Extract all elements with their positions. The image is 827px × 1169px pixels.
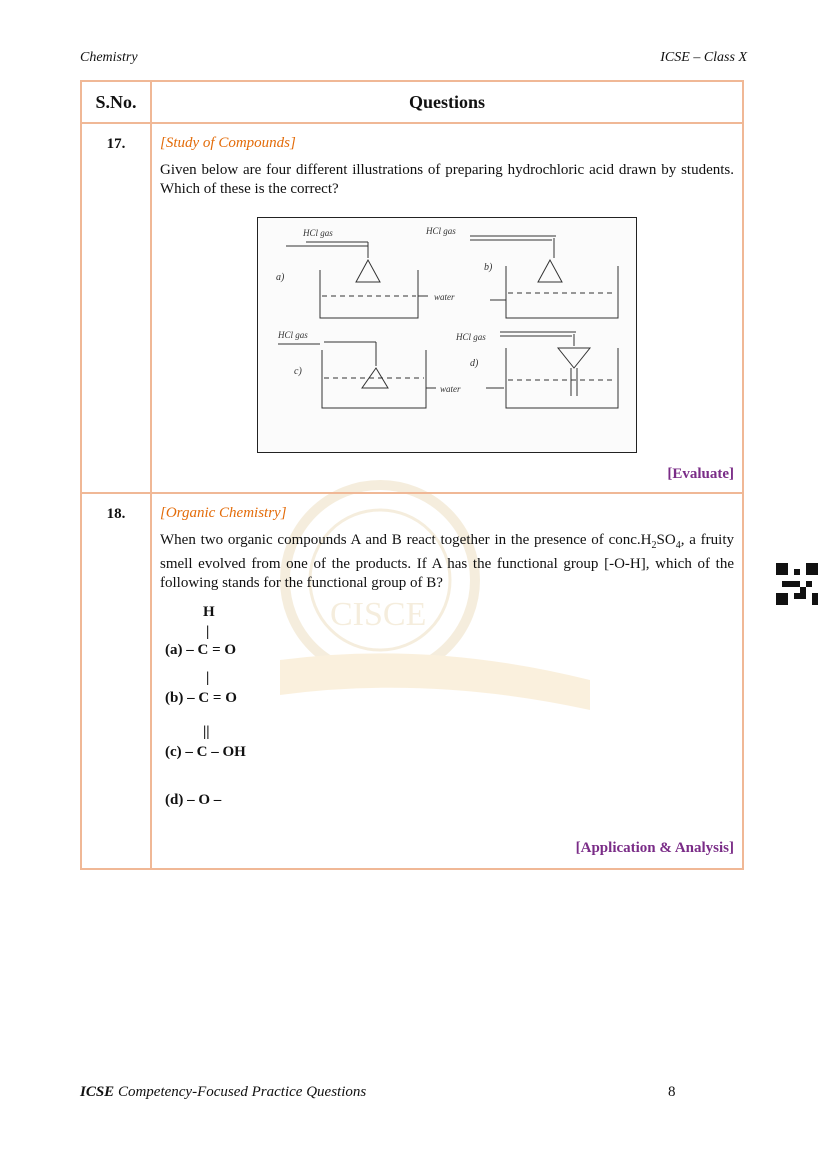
option-d: (d) – O – [165,792,222,808]
question-number: 17. [81,123,151,493]
question-topic: [Study of Compounds] [160,135,296,151]
option-a: (a) – C = O [165,642,237,658]
hcl-label-d: HCl gas [456,332,486,342]
question-text-part: , a fruity smell evolved from one of the products. If A has the functional group [-O-H], which of the following stands for the functional group of B? [160,532,735,591]
footer-title-bold: ICSE [80,1084,115,1100]
question-number: 18. [81,493,151,869]
hcl-label-a: HCl gas [303,228,333,238]
skill-tag: [Evaluate] [667,466,734,482]
question-cell [151,123,743,493]
question-text-part: When two organic compounds A and B react together in the presence of conc.H [160,532,652,548]
water-label-2: water [440,384,461,394]
footer-title [80,1084,366,1101]
label-c: c) [294,366,302,377]
question-text [160,531,734,593]
watermark-text: CISCE [330,596,427,633]
question-cell [151,493,743,869]
header-class: ICSE – Class X [660,50,747,65]
option-b-bond: | [206,670,210,686]
table-header-row [81,81,743,123]
questions-table [80,80,744,870]
page-number: 8 [668,1084,676,1100]
option-a-hydrogen: H [203,604,215,620]
skill-tag: [Application & Analysis] [575,840,734,856]
subscript: 4 [675,540,681,551]
option-c-bond: || [203,724,210,740]
questions-header: Questions [151,81,743,123]
question-text: Given below are four different illustrations of preparing hydrochloric acid drawn by students. Which of these is the correct? [160,162,734,197]
option-b: (b) – C = O [165,690,237,706]
hcl-label-c: HCl gas [278,330,308,340]
qr-code-icon [776,563,818,605]
footer-title-rest: Competency-Focused Practice Questions [114,1084,367,1100]
option-c: (c) – C – OH [165,744,246,760]
option-a-bond: | [206,624,210,640]
label-b: b) [484,262,493,273]
answer-options [160,599,734,829]
hcl-label-b: HCl gas [426,226,456,236]
hcl-preparation-figure [257,217,637,453]
question-topic: [Organic Chemistry] [160,505,287,521]
label-a: a) [276,272,285,283]
header-subject: Chemistry [80,50,138,65]
water-label-1: water [434,292,455,302]
question-row-18 [81,493,743,869]
question-row-17 [81,123,743,493]
label-d: d) [470,358,479,369]
question-text-part: SO [656,532,676,548]
subscript: 2 [651,540,657,551]
sno-header: S.No. [81,81,151,123]
